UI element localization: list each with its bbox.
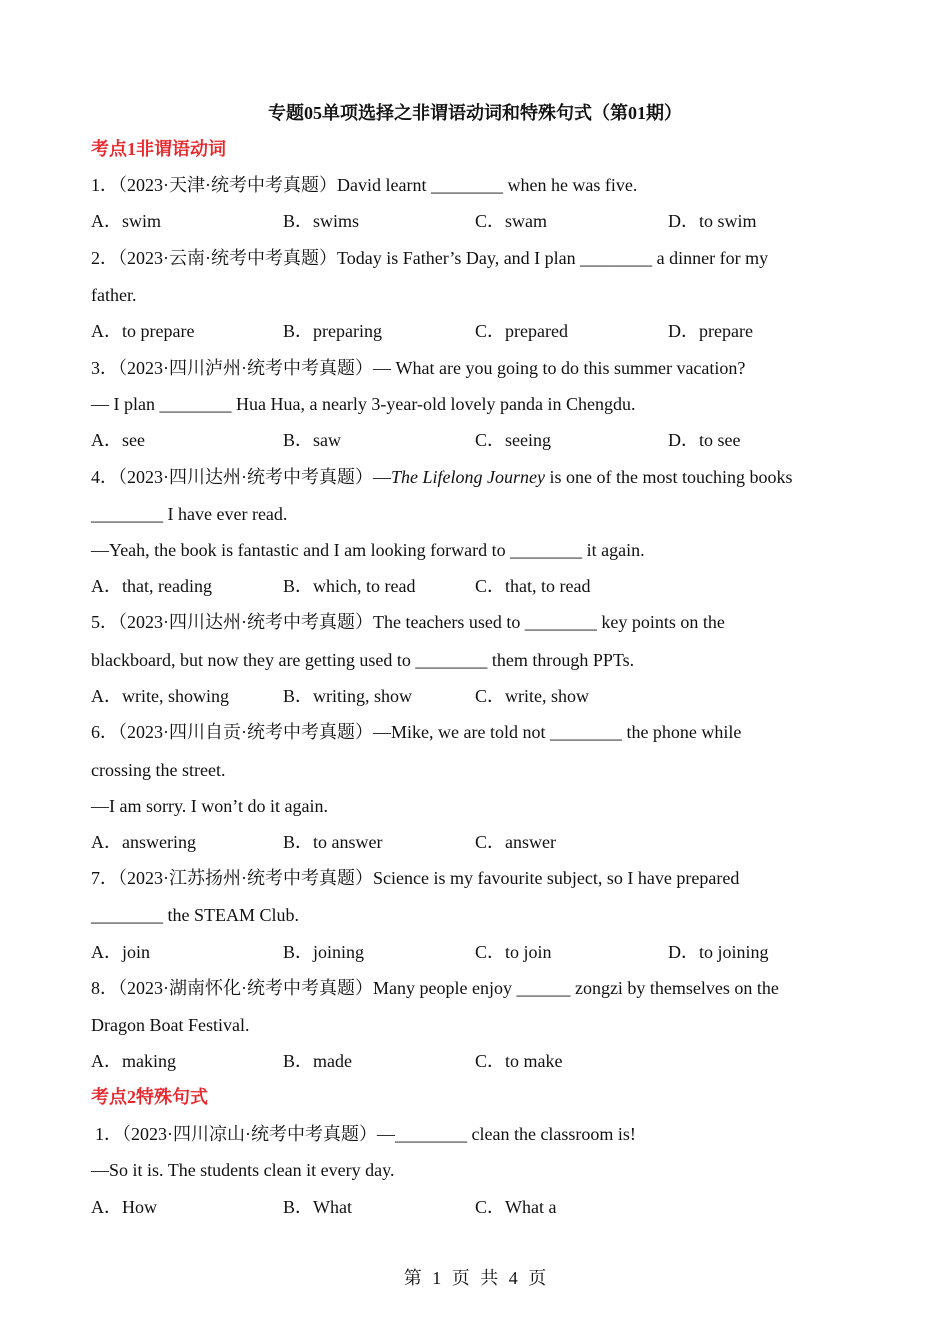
question-5-text-cont: blackboard, but now they are getting used to ________ them through PPTs. <box>91 650 635 670</box>
question-3-text-cont: — I plan ________ Hua Hua, a nearly 3-year-old lovely panda in Chengdu. <box>91 394 636 414</box>
option-b: B．which, to read <box>283 576 416 596</box>
document-title: 专题05单项选择之非谓语动词和特殊句式（第01期） <box>268 103 682 123</box>
option-b: B．What <box>283 1197 352 1217</box>
option-a: A．to prepare <box>91 321 195 341</box>
question-6-options <box>91 829 861 855</box>
option-c: C．prepared <box>475 321 568 341</box>
option-b: B．to answer <box>283 832 383 852</box>
option-c: C．that, to read <box>475 576 591 596</box>
option-c: C．write, show <box>475 686 589 706</box>
option-a: A．making <box>91 1051 176 1071</box>
option-a: A．see <box>91 430 145 450</box>
section-heading-1: 考点1非谓语动词 <box>91 139 226 159</box>
question-4-suffix: is one of the most touching books <box>544 467 793 487</box>
option-a: A．join <box>91 942 151 962</box>
question-1-options <box>91 208 861 234</box>
question-6-text-cont: crossing the street. <box>91 760 226 780</box>
question-8-text: 8．（2023·湖南怀化·统考中考真题）Many people enjoy ______ zongzi by themselves on the <box>91 978 779 998</box>
section-heading-2: 考点2特殊句式 <box>91 1087 208 1107</box>
question-2-1-reply: —So it is. The students clean it every day. <box>91 1160 395 1180</box>
option-b: B．joining <box>283 942 365 962</box>
question-4-text-cont: ________ I have ever read. <box>91 504 288 524</box>
option-a: A．that, reading <box>91 576 212 596</box>
option-a: A．answering <box>91 832 196 852</box>
question-1-text: 1．（2023·天津·统考中考真题）David learnt ________ when he was five. <box>91 175 638 195</box>
question-4-text <box>91 464 861 490</box>
page-footer: 第 1 页 共 4 页 <box>403 1268 547 1288</box>
question-2-1-text: 1．（2023·四川凉山·统考中考真题）—________ clean the classroom is! <box>95 1124 636 1144</box>
question-3-options <box>91 427 861 453</box>
option-a: A．swim <box>91 211 162 231</box>
option-d: D．to see <box>668 430 741 450</box>
question-2-options <box>91 318 861 344</box>
question-7-text: 7．（2023·江苏扬州·统考中考真题）Science is my favourite subject, so I have prepared <box>91 868 740 888</box>
option-c: C．to join <box>475 942 552 962</box>
question-4-options <box>91 573 861 599</box>
question-5-options <box>91 683 861 709</box>
question-4-reply: —Yeah, the book is fantastic and I am looking forward to ________ it again. <box>91 540 645 560</box>
option-d: D．prepare <box>668 321 753 341</box>
question-8-text-cont: Dragon Boat Festival. <box>91 1015 250 1035</box>
question-6-text: 6．（2023·四川自贡·统考中考真题）—Mike, we are told not ________ the phone while <box>91 722 742 742</box>
question-7-options <box>91 939 861 965</box>
option-c: C．to make <box>475 1051 563 1071</box>
question-7-text-cont: ________ the STEAM Club. <box>91 905 300 925</box>
option-c: C．answer <box>475 832 556 852</box>
question-3-text: 3．（2023·四川泸州·统考中考真题）— What are you going to do this summer vacation? <box>91 358 746 378</box>
option-a: A．How <box>91 1197 157 1217</box>
option-b: B．writing, show <box>283 686 413 706</box>
option-b: B．swims <box>283 211 360 231</box>
option-b: B．saw <box>283 430 341 450</box>
question-2-1-options <box>91 1194 861 1220</box>
question-5-text: 5．（2023·四川达州·统考中考真题）The teachers used to ________ key points on the <box>91 612 725 632</box>
option-c: C．swam <box>475 211 547 231</box>
option-b: B．preparing <box>283 321 382 341</box>
option-d: D．to swim <box>668 211 757 231</box>
question-2-text-cont: father. <box>91 285 137 305</box>
question-8-options <box>91 1048 861 1074</box>
option-c: C．What a <box>475 1197 557 1217</box>
option-d: D．to joining <box>668 942 769 962</box>
option-c: C．seeing <box>475 430 551 450</box>
option-a: A．write, showing <box>91 686 229 706</box>
book-title: The Lifelong Journey <box>391 467 545 487</box>
question-2-text: 2．（2023·云南·统考中考真题）Today is Father’s Day, and I plan ________ a dinner for my <box>91 248 769 268</box>
question-4-prefix: 4．（2023·四川达州·统考中考真题）— <box>91 467 391 487</box>
option-b: B．made <box>283 1051 352 1071</box>
question-6-reply: —I am sorry. I won’t do it again. <box>91 796 328 816</box>
